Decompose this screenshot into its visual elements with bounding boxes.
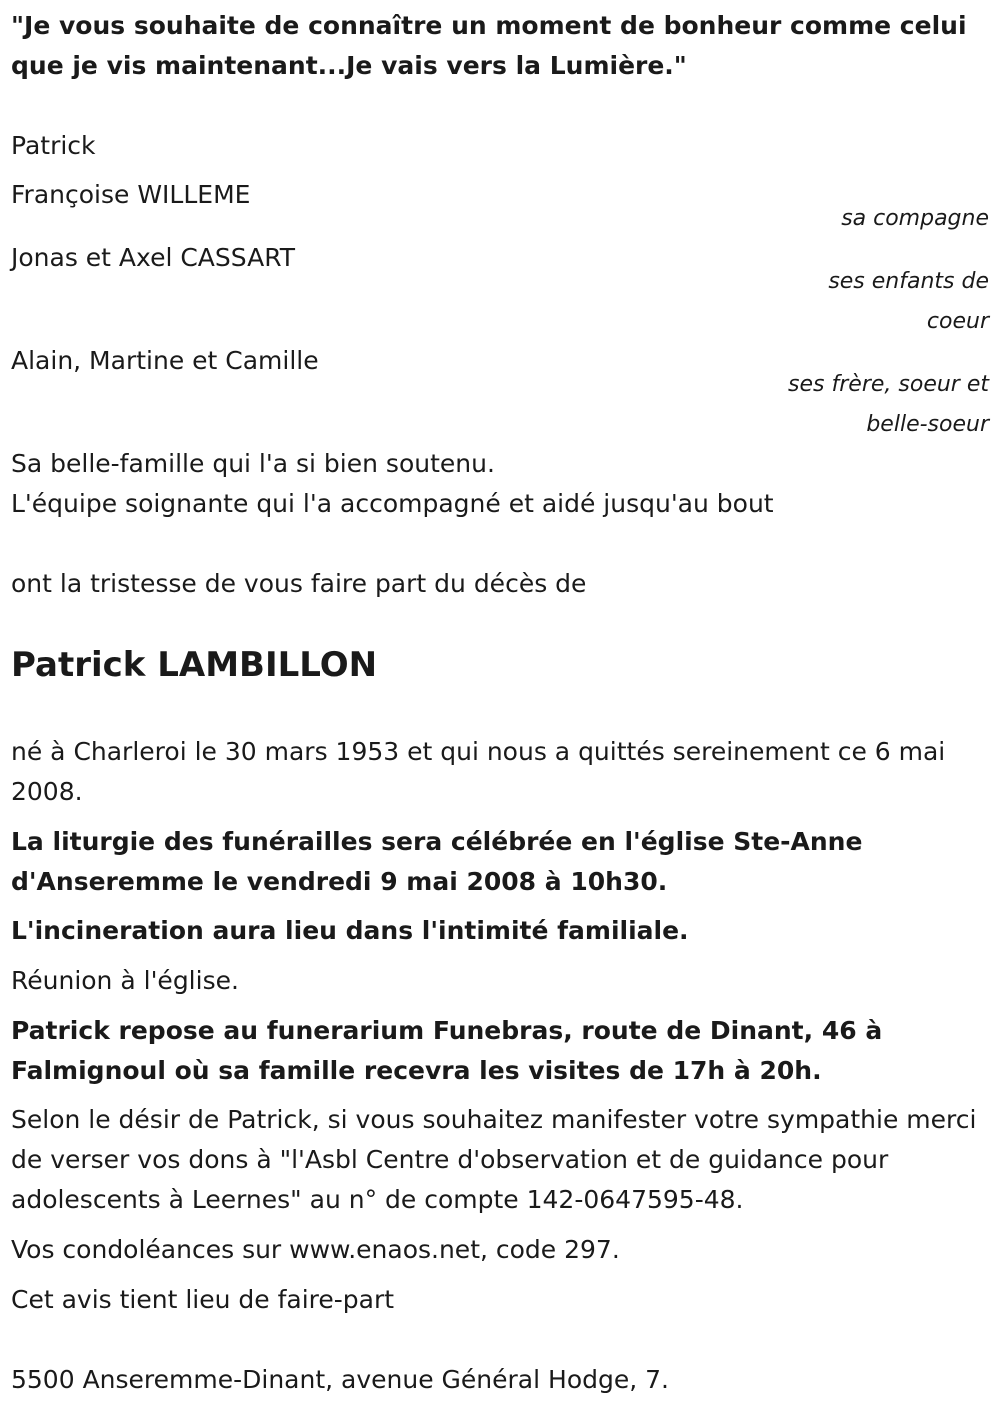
donation-paragraph: Selon le désir de Patrick, si vous souhaitez manifester votre sympathie merci de verser vos dons à "l'Asbl Centre d'observation et de guidance pour adolescents à Leernes" au n° de compte 142-0647595-48.: [11, 1105, 977, 1214]
address-paragraph: 5500 Anseremme-Dinant, avenue Général Hodge, 7.: [11, 1365, 669, 1394]
belle-famille-line: Sa belle-famille qui l'a si bien soutenu.: [11, 449, 495, 478]
family-role-compagne: sa compagne: [841, 206, 989, 231]
family-member-alain-martine-camille: Alain, Martine et Camille: [11, 346, 319, 375]
birth-death-paragraph: né à Charleroi le 30 mars 1953 et qui nous a quittés sereinement ce 6 mai 2008.: [11, 737, 946, 806]
liturgy-paragraph: La liturgie des funérailles sera célébrée en l'église Ste-Anne d'Anseremme le vendredi 9 mai 2008 à 10h30.: [11, 827, 863, 896]
opening-quote: "Je vous souhaite de connaître un moment de bonheur comme celui que je vis maintenant...Je vais vers la Lumière.": [11, 11, 967, 80]
family-role-freres-soeurs: ses frère, soeur et belle-soeur: [788, 372, 989, 437]
equipe-soignante-line: L'équipe soignante qui l'a accompagné et aidé jusqu'au bout: [11, 489, 774, 518]
family-role-enfants: ses enfants de coeur: [828, 269, 989, 334]
family-member-francoise: Françoise WILLEME: [11, 180, 251, 209]
family-member-jonas-axel: Jonas et Axel CASSART: [11, 243, 296, 272]
deceased-name: Patrick LAMBILLON: [11, 645, 378, 685]
funerarium-paragraph: Patrick repose au funerarium Funebras, route de Dinant, 46 à Falmignoul où sa famille recevra les visites de 17h à 20h.: [11, 1016, 883, 1085]
notice-paragraph: Cet avis tient lieu de faire-part: [11, 1285, 395, 1314]
family-member-patrick: Patrick: [11, 131, 96, 160]
announcement-line: ont la tristesse de vous faire part du décès de: [11, 569, 587, 598]
incineration-paragraph: L'incineration aura lieu dans l'intimité familiale.: [11, 916, 689, 945]
condolences-paragraph: Vos condoléances sur www.enaos.net, code 297.: [11, 1235, 620, 1264]
meeting-paragraph: Réunion à l'église.: [11, 966, 239, 995]
